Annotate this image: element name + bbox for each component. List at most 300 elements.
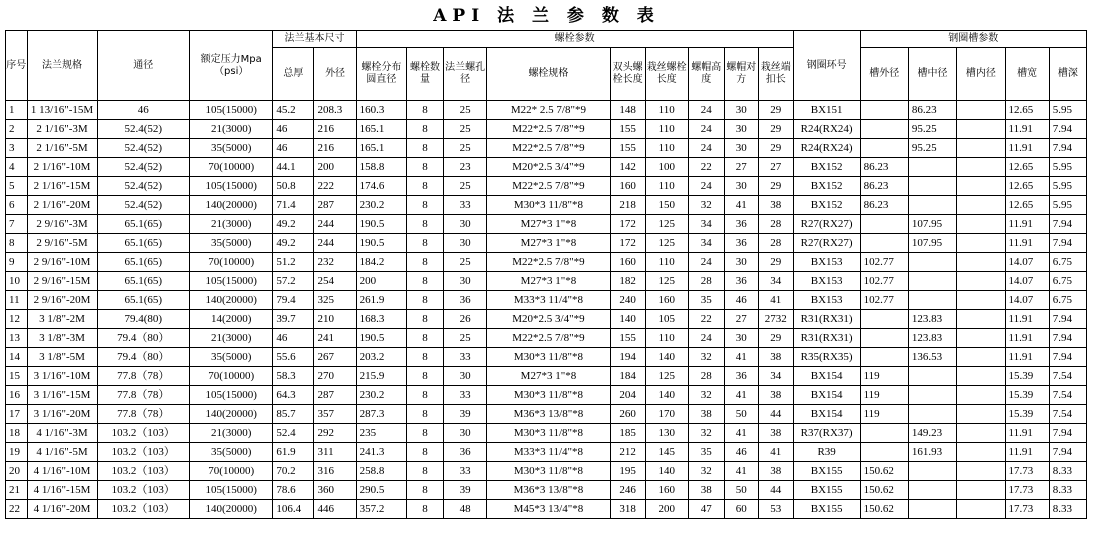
cell-bolt-spec: M45*3 13/4"*8 <box>487 500 610 519</box>
table-row <box>6 139 1087 158</box>
cell-groove-pitch: 107.95 <box>908 234 956 253</box>
cell-groove-inner <box>957 139 1005 158</box>
cell-groove-depth: 7.54 <box>1049 367 1086 386</box>
cell-nut-height: 38 <box>688 405 724 424</box>
cell-nut-height: 24 <box>688 120 724 139</box>
table-row <box>6 234 1087 253</box>
cell-thickness: 78.6 <box>273 481 314 500</box>
cell-seq: 6 <box>6 196 28 215</box>
cell-stud-end-thread: 34 <box>758 272 793 291</box>
header-nut-height: 螺帽高度 <box>688 48 724 101</box>
table-row <box>6 310 1087 329</box>
cell-rated-pressure: 140(20000) <box>190 196 273 215</box>
cell-bolt-circle: 190.5 <box>356 215 406 234</box>
cell-nut-height: 35 <box>688 443 724 462</box>
cell-stud-end-thread: 38 <box>758 462 793 481</box>
cell-flange-spec: 2 1/16"-3M <box>27 120 97 139</box>
cell-groove-depth: 7.94 <box>1049 329 1086 348</box>
cell-nut-across-flats: 30 <box>724 177 758 196</box>
cell-groove-pitch: 86.23 <box>908 101 956 120</box>
cell-ring-number: BX154 <box>793 367 860 386</box>
cell-groove-inner <box>957 329 1005 348</box>
cell-seq: 5 <box>6 177 28 196</box>
cell-bolt-quantity: 8 <box>407 196 444 215</box>
cell-nut-across-flats: 36 <box>724 234 758 253</box>
cell-bore: 52.4(52) <box>97 139 190 158</box>
cell-rated-pressure: 35(5000) <box>190 234 273 253</box>
header-bore: 通径 <box>97 31 190 101</box>
cell-bore: 79.4（80） <box>97 348 190 367</box>
cell-stud-end-thread: 41 <box>758 291 793 310</box>
cell-groove-depth: 6.75 <box>1049 291 1086 310</box>
cell-groove-outer: 119 <box>860 367 908 386</box>
cell-groove-pitch: 136.53 <box>908 348 956 367</box>
cell-bolt-quantity: 8 <box>407 139 444 158</box>
cell-bore: 65.1(65) <box>97 291 190 310</box>
cell-nut-height: 32 <box>688 462 724 481</box>
cell-rated-pressure: 21(3000) <box>190 215 273 234</box>
cell-groove-outer <box>860 310 908 329</box>
table-row <box>6 367 1087 386</box>
cell-seq: 16 <box>6 386 28 405</box>
cell-groove-outer: 86.23 <box>860 196 908 215</box>
header-groove-outer: 槽外径 <box>860 48 908 101</box>
cell-ring-number: R27(RX27) <box>793 215 860 234</box>
cell-bore: 52.4(52) <box>97 177 190 196</box>
cell-bolt-circle: 261.9 <box>356 291 406 310</box>
cell-bolt-quantity: 8 <box>407 424 444 443</box>
cell-stud-length: 194 <box>610 348 645 367</box>
cell-groove-depth: 7.54 <box>1049 405 1086 424</box>
cell-nut-across-flats: 46 <box>724 443 758 462</box>
cell-tap-stud-length: 125 <box>645 234 688 253</box>
cell-groove-depth: 7.94 <box>1049 139 1086 158</box>
cell-bolt-quantity: 8 <box>407 291 444 310</box>
cell-bolt-circle: 241.3 <box>356 443 406 462</box>
cell-nut-across-flats: 50 <box>724 405 758 424</box>
cell-flange-spec: 4 1/16"-5M <box>27 443 97 462</box>
cell-groove-outer <box>860 443 908 462</box>
cell-stud-end-thread: 38 <box>758 196 793 215</box>
table-row <box>6 272 1087 291</box>
cell-stud-end-thread: 29 <box>758 101 793 120</box>
cell-stud-end-thread: 29 <box>758 120 793 139</box>
cell-nut-height: 24 <box>688 177 724 196</box>
cell-flange-spec: 2 1/16"-10M <box>27 158 97 177</box>
cell-bolt-hole: 26 <box>444 310 487 329</box>
cell-bore: 65.1(65) <box>97 234 190 253</box>
cell-bolt-spec: M22* 2.5 7/8"*9 <box>487 101 610 120</box>
cell-nut-across-flats: 46 <box>724 291 758 310</box>
cell-groove-inner <box>957 424 1005 443</box>
page-title: API 法 兰 参 数 表 <box>433 6 660 26</box>
cell-groove-pitch <box>908 196 956 215</box>
cell-nut-height: 47 <box>688 500 724 519</box>
cell-stud-end-thread: 34 <box>758 367 793 386</box>
cell-stud-length: 148 <box>610 101 645 120</box>
cell-groove-depth: 5.95 <box>1049 158 1086 177</box>
cell-bolt-circle: 184.2 <box>356 253 406 272</box>
cell-tap-stud-length: 110 <box>645 101 688 120</box>
cell-groove-outer <box>860 424 908 443</box>
cell-groove-pitch <box>908 253 956 272</box>
cell-ring-number: R27(RX27) <box>793 234 860 253</box>
cell-bore: 52.4(52) <box>97 158 190 177</box>
cell-outer-diameter: 325 <box>314 291 356 310</box>
cell-thickness: 49.2 <box>273 215 314 234</box>
cell-bolt-circle: 165.1 <box>356 120 406 139</box>
cell-outer-diameter: 216 <box>314 139 356 158</box>
cell-bolt-spec: M27*3 1"*8 <box>487 215 610 234</box>
cell-groove-width: 11.91 <box>1005 348 1049 367</box>
cell-rated-pressure: 70(10000) <box>190 367 273 386</box>
cell-nut-across-flats: 27 <box>724 158 758 177</box>
table-row <box>6 500 1087 519</box>
cell-bolt-spec: M30*3 11/8"*8 <box>487 462 610 481</box>
cell-bolt-circle: 158.8 <box>356 158 406 177</box>
cell-groove-pitch <box>908 500 956 519</box>
header-bolt-parameters: 螺栓参数 <box>356 31 793 48</box>
header-groove-depth: 槽深 <box>1049 48 1086 101</box>
cell-flange-spec: 2 1/16"-15M <box>27 177 97 196</box>
cell-outer-diameter: 287 <box>314 196 356 215</box>
cell-thickness: 106.4 <box>273 500 314 519</box>
cell-bore: 103.2（103） <box>97 424 190 443</box>
cell-ring-number: R37(RX37) <box>793 424 860 443</box>
cell-groove-inner <box>957 158 1005 177</box>
header-bolt-spec: 螺栓规格 <box>487 48 610 101</box>
cell-bolt-circle: 230.2 <box>356 386 406 405</box>
cell-tap-stud-length: 160 <box>645 481 688 500</box>
cell-bolt-circle: 160.3 <box>356 101 406 120</box>
cell-bolt-circle: 287.3 <box>356 405 406 424</box>
cell-stud-end-thread: 41 <box>758 443 793 462</box>
cell-groove-pitch <box>908 158 956 177</box>
cell-bolt-circle: 230.2 <box>356 196 406 215</box>
cell-bore: 52.4(52) <box>97 120 190 139</box>
cell-outer-diameter: 360 <box>314 481 356 500</box>
cell-ring-number: BX153 <box>793 291 860 310</box>
cell-groove-depth: 7.94 <box>1049 348 1086 367</box>
cell-bolt-spec: M27*3 1"*8 <box>487 367 610 386</box>
cell-outer-diameter: 244 <box>314 234 356 253</box>
cell-thickness: 46 <box>273 120 314 139</box>
cell-rated-pressure: 35(5000) <box>190 443 273 462</box>
cell-stud-length: 160 <box>610 177 645 196</box>
cell-nut-across-flats: 41 <box>724 462 758 481</box>
cell-stud-length: 140 <box>610 310 645 329</box>
header-groove-inner: 槽内径 <box>957 48 1005 101</box>
cell-groove-outer: 86.23 <box>860 177 908 196</box>
cell-nut-across-flats: 30 <box>724 139 758 158</box>
cell-bolt-circle: 190.5 <box>356 234 406 253</box>
cell-nut-across-flats: 41 <box>724 196 758 215</box>
cell-groove-pitch: 107.95 <box>908 215 956 234</box>
cell-nut-height: 22 <box>688 310 724 329</box>
cell-seq: 15 <box>6 367 28 386</box>
cell-tap-stud-length: 110 <box>645 139 688 158</box>
cell-thickness: 39.7 <box>273 310 314 329</box>
cell-groove-depth: 8.33 <box>1049 462 1086 481</box>
cell-bolt-quantity: 8 <box>407 443 444 462</box>
header-rated-pressure: 额定压力Mpa（psi） <box>190 31 273 101</box>
cell-tap-stud-length: 100 <box>645 158 688 177</box>
cell-bore: 65.1(65) <box>97 272 190 291</box>
cell-bolt-hole: 30 <box>444 234 487 253</box>
cell-bore: 46 <box>97 101 190 120</box>
cell-bore: 79.4（80） <box>97 329 190 348</box>
cell-stud-length: 246 <box>610 481 645 500</box>
cell-tap-stud-length: 110 <box>645 253 688 272</box>
cell-stud-length: 155 <box>610 139 645 158</box>
cell-flange-spec: 3 1/8"-2M <box>27 310 97 329</box>
cell-bolt-quantity: 8 <box>407 386 444 405</box>
cell-outer-diameter: 254 <box>314 272 356 291</box>
cell-bolt-quantity: 8 <box>407 310 444 329</box>
cell-tap-stud-length: 200 <box>645 500 688 519</box>
cell-bolt-hole: 33 <box>444 462 487 481</box>
cell-stud-length: 142 <box>610 158 645 177</box>
cell-bolt-spec: M30*3 11/8"*8 <box>487 386 610 405</box>
cell-groove-depth: 7.94 <box>1049 234 1086 253</box>
cell-nut-height: 34 <box>688 215 724 234</box>
cell-stud-length: 212 <box>610 443 645 462</box>
cell-ring-number: R24(RX24) <box>793 120 860 139</box>
cell-seq: 11 <box>6 291 28 310</box>
cell-rated-pressure: 21(3000) <box>190 120 273 139</box>
cell-groove-outer <box>860 215 908 234</box>
cell-bolt-circle: 200 <box>356 272 406 291</box>
cell-groove-width: 12.65 <box>1005 196 1049 215</box>
cell-stud-end-thread: 29 <box>758 253 793 272</box>
cell-groove-outer <box>860 101 908 120</box>
cell-nut-height: 24 <box>688 253 724 272</box>
cell-groove-width: 11.91 <box>1005 424 1049 443</box>
cell-groove-depth: 8.33 <box>1049 481 1086 500</box>
cell-bore: 77.8（78） <box>97 367 190 386</box>
cell-bolt-quantity: 8 <box>407 253 444 272</box>
table-row <box>6 158 1087 177</box>
cell-flange-spec: 2 9/16"-20M <box>27 291 97 310</box>
cell-ring-number: R31(RX31) <box>793 329 860 348</box>
cell-seq: 20 <box>6 462 28 481</box>
cell-nut-height: 32 <box>688 424 724 443</box>
table-row <box>6 291 1087 310</box>
cell-bolt-spec: M36*3 13/8"*8 <box>487 405 610 424</box>
cell-groove-depth: 6.75 <box>1049 272 1086 291</box>
cell-outer-diameter: 241 <box>314 329 356 348</box>
cell-bolt-quantity: 8 <box>407 177 444 196</box>
cell-seq: 4 <box>6 158 28 177</box>
table-body <box>6 101 1087 519</box>
cell-seq: 9 <box>6 253 28 272</box>
cell-outer-diameter: 216 <box>314 120 356 139</box>
cell-outer-diameter: 267 <box>314 348 356 367</box>
cell-ring-number: BX151 <box>793 101 860 120</box>
cell-bolt-quantity: 8 <box>407 348 444 367</box>
cell-stud-end-thread: 28 <box>758 234 793 253</box>
cell-groove-inner <box>957 234 1005 253</box>
cell-rated-pressure: 105(15000) <box>190 272 273 291</box>
cell-groove-inner <box>957 367 1005 386</box>
cell-groove-width: 17.73 <box>1005 481 1049 500</box>
cell-thickness: 46 <box>273 139 314 158</box>
header-ring-number: 钢圈环号 <box>793 31 860 101</box>
cell-groove-outer <box>860 120 908 139</box>
cell-groove-pitch <box>908 177 956 196</box>
header-stud-length: 双头螺栓长度 <box>610 48 645 101</box>
cell-bolt-hole: 36 <box>444 443 487 462</box>
cell-thickness: 55.6 <box>273 348 314 367</box>
cell-seq: 13 <box>6 329 28 348</box>
cell-stud-length: 318 <box>610 500 645 519</box>
cell-groove-width: 11.91 <box>1005 120 1049 139</box>
cell-seq: 12 <box>6 310 28 329</box>
cell-bolt-hole: 23 <box>444 158 487 177</box>
cell-bore: 52.4(52) <box>97 196 190 215</box>
cell-nut-height: 32 <box>688 348 724 367</box>
cell-thickness: 46 <box>273 329 314 348</box>
cell-bolt-hole: 25 <box>444 101 487 120</box>
cell-flange-spec: 3 1/8"-5M <box>27 348 97 367</box>
cell-tap-stud-length: 125 <box>645 367 688 386</box>
cell-flange-spec: 2 9/16"-10M <box>27 253 97 272</box>
cell-groove-width: 11.91 <box>1005 329 1049 348</box>
cell-bolt-spec: M30*3 11/8"*8 <box>487 196 610 215</box>
cell-groove-pitch: 123.83 <box>908 310 956 329</box>
cell-groove-depth: 7.94 <box>1049 120 1086 139</box>
cell-outer-diameter: 357 <box>314 405 356 424</box>
cell-ring-number: BX155 <box>793 500 860 519</box>
table-row <box>6 481 1087 500</box>
header-stud-end-thread: 栽丝端扣长 <box>758 48 793 101</box>
table-row <box>6 177 1087 196</box>
cell-groove-inner <box>957 443 1005 462</box>
cell-bolt-quantity: 8 <box>407 405 444 424</box>
cell-stud-length: 155 <box>610 329 645 348</box>
cell-groove-depth: 5.95 <box>1049 177 1086 196</box>
cell-tap-stud-length: 125 <box>645 272 688 291</box>
cell-bolt-quantity: 8 <box>407 329 444 348</box>
header-flange-spec: 法兰规格 <box>27 31 97 101</box>
cell-groove-pitch: 149.23 <box>908 424 956 443</box>
cell-ring-number: BX152 <box>793 177 860 196</box>
header-outer-diameter: 外径 <box>314 48 356 101</box>
cell-bolt-circle: 215.9 <box>356 367 406 386</box>
cell-groove-outer <box>860 348 908 367</box>
cell-bolt-spec: M33*3 11/4"*8 <box>487 443 610 462</box>
cell-seq: 21 <box>6 481 28 500</box>
cell-seq: 14 <box>6 348 28 367</box>
cell-stud-end-thread: 29 <box>758 329 793 348</box>
cell-rated-pressure: 70(10000) <box>190 158 273 177</box>
cell-groove-pitch: 95.25 <box>908 139 956 158</box>
cell-groove-pitch <box>908 386 956 405</box>
cell-flange-spec: 2 1/16"-5M <box>27 139 97 158</box>
cell-tap-stud-length: 130 <box>645 424 688 443</box>
cell-thickness: 71.4 <box>273 196 314 215</box>
cell-groove-width: 14.07 <box>1005 253 1049 272</box>
cell-thickness: 79.4 <box>273 291 314 310</box>
cell-nut-across-flats: 36 <box>724 272 758 291</box>
cell-stud-length: 240 <box>610 291 645 310</box>
cell-groove-inner <box>957 177 1005 196</box>
cell-ring-number: BX155 <box>793 481 860 500</box>
cell-stud-end-thread: 38 <box>758 386 793 405</box>
cell-bore: 103.2（103） <box>97 500 190 519</box>
cell-groove-width: 15.39 <box>1005 405 1049 424</box>
cell-nut-across-flats: 30 <box>724 253 758 272</box>
cell-flange-spec: 2 9/16"-3M <box>27 215 97 234</box>
cell-bolt-circle: 258.8 <box>356 462 406 481</box>
header-bolt-quantity: 螺栓数量 <box>407 48 444 101</box>
cell-rated-pressure: 105(15000) <box>190 177 273 196</box>
cell-bolt-hole: 30 <box>444 272 487 291</box>
table-row <box>6 462 1087 481</box>
cell-stud-end-thread: 2732 <box>758 310 793 329</box>
cell-groove-width: 12.65 <box>1005 177 1049 196</box>
cell-bolt-hole: 39 <box>444 481 487 500</box>
table-row <box>6 405 1087 424</box>
cell-bolt-hole: 25 <box>444 139 487 158</box>
cell-nut-across-flats: 36 <box>724 215 758 234</box>
cell-bolt-circle: 165.1 <box>356 139 406 158</box>
cell-outer-diameter: 446 <box>314 500 356 519</box>
cell-stud-end-thread: 27 <box>758 158 793 177</box>
api-flange-table <box>5 30 1087 519</box>
cell-groove-outer: 119 <box>860 386 908 405</box>
cell-groove-depth: 7.94 <box>1049 424 1086 443</box>
cell-groove-width: 12.65 <box>1005 101 1049 120</box>
cell-outer-diameter: 208.3 <box>314 101 356 120</box>
cell-groove-width: 14.07 <box>1005 291 1049 310</box>
cell-nut-across-flats: 41 <box>724 348 758 367</box>
cell-bolt-hole: 48 <box>444 500 487 519</box>
cell-tap-stud-length: 145 <box>645 443 688 462</box>
cell-bolt-hole: 25 <box>444 329 487 348</box>
cell-nut-height: 24 <box>688 101 724 120</box>
cell-groove-depth: 5.95 <box>1049 101 1086 120</box>
cell-bolt-circle: 174.6 <box>356 177 406 196</box>
cell-flange-spec: 3 1/16"-10M <box>27 367 97 386</box>
cell-groove-depth: 7.54 <box>1049 386 1086 405</box>
cell-seq: 7 <box>6 215 28 234</box>
cell-bolt-quantity: 8 <box>407 158 444 177</box>
cell-groove-pitch: 123.83 <box>908 329 956 348</box>
cell-seq: 17 <box>6 405 28 424</box>
cell-stud-end-thread: 44 <box>758 481 793 500</box>
cell-ring-number: BX154 <box>793 405 860 424</box>
cell-bolt-spec: M30*3 11/8"*8 <box>487 424 610 443</box>
cell-rated-pressure: 140(20000) <box>190 500 273 519</box>
cell-thickness: 61.9 <box>273 443 314 462</box>
cell-groove-pitch <box>908 291 956 310</box>
cell-tap-stud-length: 160 <box>645 291 688 310</box>
cell-tap-stud-length: 140 <box>645 386 688 405</box>
cell-thickness: 51.2 <box>273 253 314 272</box>
cell-groove-pitch: 95.25 <box>908 120 956 139</box>
cell-nut-across-flats: 36 <box>724 367 758 386</box>
cell-bore: 79.4(80) <box>97 310 190 329</box>
cell-tap-stud-length: 105 <box>645 310 688 329</box>
cell-nut-across-flats: 30 <box>724 329 758 348</box>
cell-groove-depth: 5.95 <box>1049 196 1086 215</box>
cell-bolt-quantity: 8 <box>407 234 444 253</box>
cell-outer-diameter: 270 <box>314 367 356 386</box>
cell-bolt-spec: M22*2.5 7/8"*9 <box>487 177 610 196</box>
cell-groove-outer: 102.77 <box>860 253 908 272</box>
header-groove-pitch: 槽中径 <box>908 48 956 101</box>
